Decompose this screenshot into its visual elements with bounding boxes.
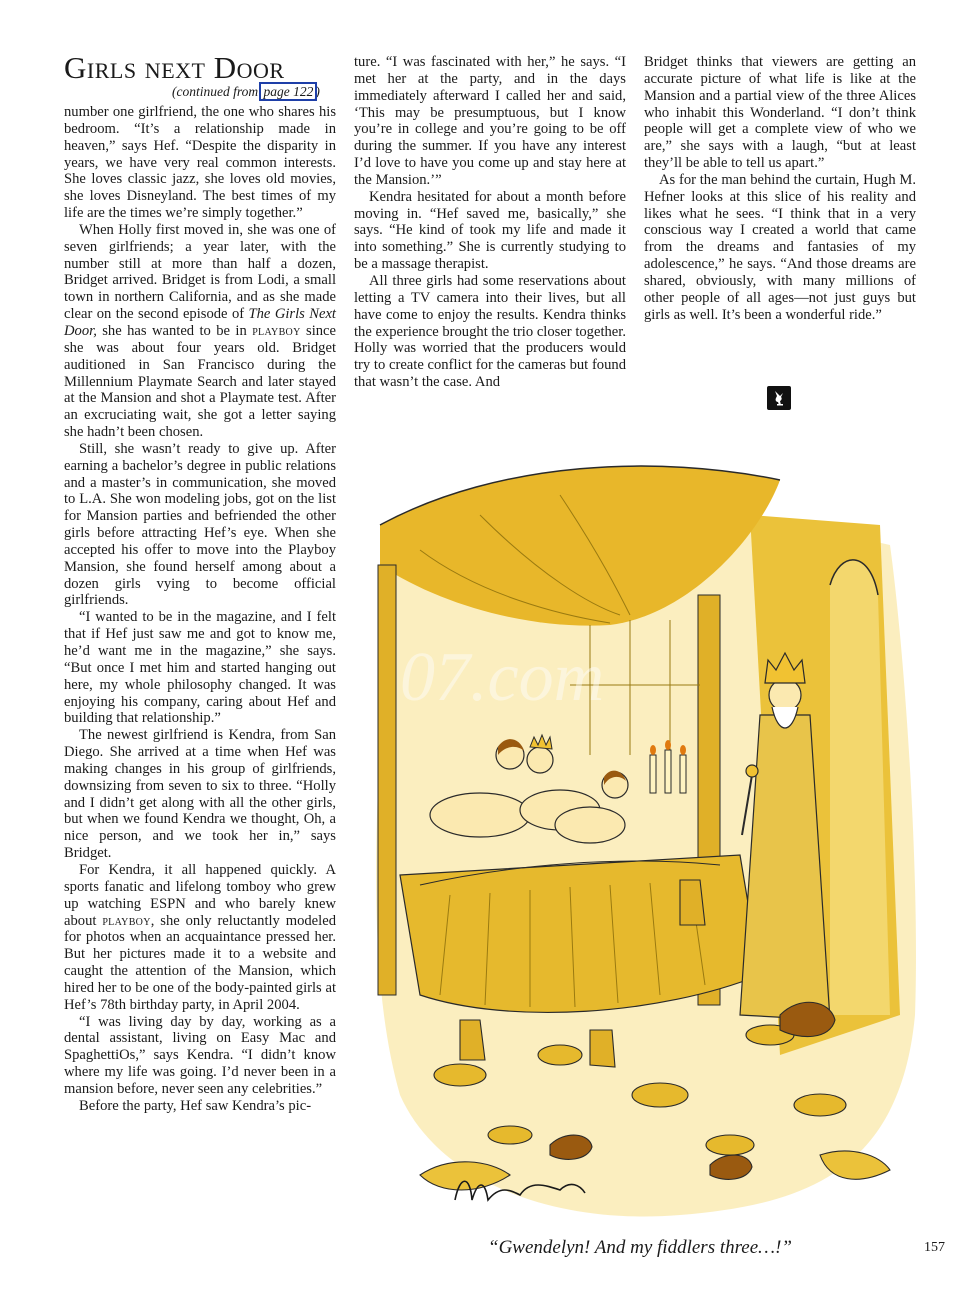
paragraph: “I wanted to be in the magazine, and I felt that if Hef just saw me and got to know me, he’d want me in the magazine,” she says. “But once I met him and started hanging out here, my whole philosophy changed. It was enjoying his company, caring about Hef and building that relationship.” [64,609,336,727]
text-column-3 [644,54,916,324]
paragraph: Bridget thinks that viewers are getting an accurate picture of what life is like at the Mansion and a partial view of the three Alices who inhabit this Wonderland. “I don’t think people will get a complete view of who we are,” she says with a laugh, “but at least they’ll be able to tell us apart.” [644,54,916,172]
paragraph: ture. “I was fascinated with her,” he says. “I met her at the party, and in the days immediately afterward I called her and said, ‘This may be presumptuous, but I know you’re in college and you’re going to be off during the summer. If you have any interest I’d love to have you come up and stay here at the Mansion.’” [354,54,626,188]
bunny-logo-icon [767,386,791,410]
watermark: 07.com [400,639,605,716]
paragraph: Kendra hesitated for about a month before moving in. “Hef saved me, basically,” she says. “He kind of took my life and made it into something.” She is currently studying to be a massage therapist. [354,188,626,273]
page-number: 157 [924,1240,945,1255]
illustration-caption: “Gwendelyn! And my fiddlers three…!” [488,1237,792,1258]
paragraph: Before the party, Hef saw Kendra’s pic- [79,1097,312,1114]
paragraph: For Kendra, it all happened quickly. A sports fanatic and lifelong tomboy who grew up watching ESPN and who barely knew about playboy, she only reluctantly modeled for photos when an acquaintance pressed her. But her pictures made it to a website and caught the attention of the Mansion, which hired her to be one of the body-painted girls at Hef’s 78th birthday party, in April 2004. [64,861,336,1013]
show-title: The Girls Next Door, [64,306,336,339]
page-link[interactable]: page 122 [263,84,314,99]
article-title: Girls next Door [64,50,285,85]
continued-suffix: ) [315,84,320,99]
paragraph: “I was living day by day, working as a dental assistant, living on Easy Mac and SpaghettiOs,” says Kendra. “I didn’t know where my life was going. I’d never been in a mansion before, never seen any celebrities.” [64,1013,336,1097]
paragraph: Still, she wasn’t ready to give up. After earning a bachelor’s degree in public relations and a master’s in communication, she moved to L.A. She won modeling jobs, got on the list for Mansion parties and befriended the other girls before attracting Hef’s eye. When she accepted his offer to move into the Playboy Mansion, she found herself among about a dozen girls vying to become official girlfriends. [64,440,336,609]
paragraph: All three girls had some reservations about letting a TV camera into their lives, but all have come to enjoy the results. Kendra thinks the experience brought the trio closer together. Holly was worried that the producers would try to create conflict for the cameras but found that wasn’t the case. And [354,272,626,391]
paragraph: The newest girlfriend is Kendra, from San Diego. She arrived at a time when Hef was making changes in his group of girlfriends, downsizing from seven to six to three. “Holly and I didn’t get along with all the other girls, but when we found Kendra we thought, Oh, a nice person, and we took her in,” says Bridget. [64,727,336,862]
paragraph: When Holly first moved in, she was one of seven girlfriends; a year later, with the number still at more than half a dozen, Bridget arrived. Bridget is from Lodi, a small town in northern California, and as she made clear on the second episode of The Girls Next Door, she has wanted to be in playboy since she was about four years old. Bridget auditioned in San Francisco during the Millennium Playmate Search and later stayed at the Mansion and shot a Playmate test. After an excruciating wait, she got a letter saying she hadn’t been chosen. [64,221,336,441]
paragraph: As for the man behind the curtain, Hugh M. Hefner looks at this slice of his reality and likes what he sees. “I think that in a very conscious way I created a world that came from the dreams and fantasies of my adolescence,” he says. “And those dreams are shared, obviously, with many millions of other people of all ages—not just guys but girls as well. It’s been a wonderful ride.” [644,171,916,323]
magazine-name: playboy [252,322,301,339]
text-column-1 [64,104,336,1115]
continued-from-note [172,84,320,100]
cartoon-illustration [360,455,920,1225]
text-column-2 [354,54,626,391]
magazine-name: playboy [102,912,151,929]
paragraph: number one girlfriend, the one who shares his bedroom. “It’s a relationship made in heaven,” says Hef. “Despite the disparity in years, we have very real common interests. She loves classic jazz, she loves old movies, she loves Disneyland. The best times of my life are the times we’re simply together.” [64,104,336,222]
continued-prefix: (continued from [172,84,262,99]
